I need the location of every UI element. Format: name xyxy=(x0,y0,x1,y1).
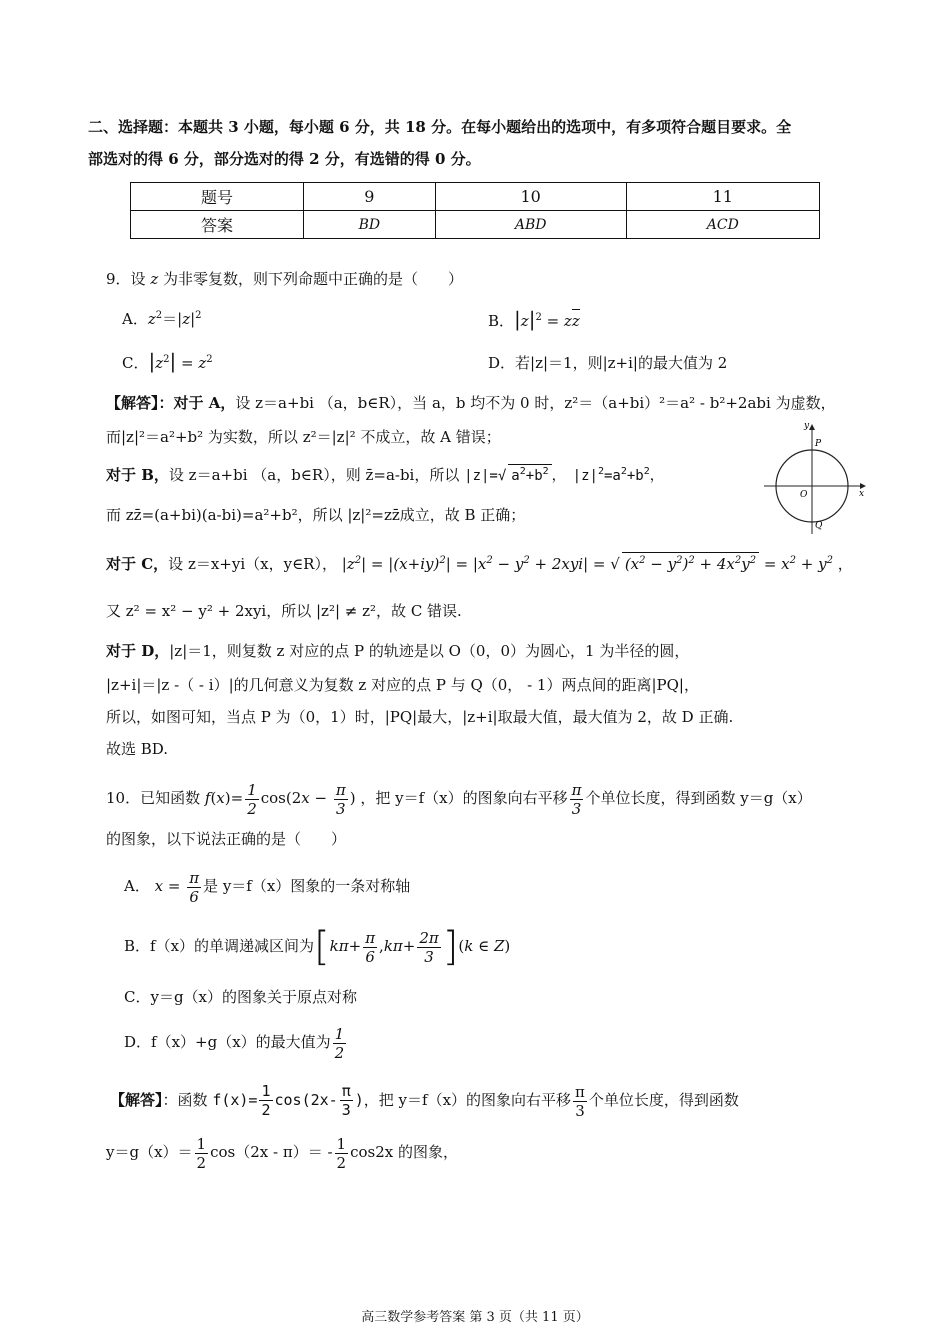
option-10b: B．f（x）的单调递减区间为[kπ+ $\frac{\pi}{6}$ ,kπ+ $\frac{2\pi}{3}$ ](k ∈ Z) xyxy=(124,924,511,970)
solution-9-d3: 所以，如图可知，当点 P 为（0，1）时，|PQ|最大，|z+i|取最大值，最大值为 2，故 D 正确. xyxy=(106,708,734,726)
option-9d: D．若|z|＝1，则|z+i|的最大值为 2 xyxy=(488,354,728,372)
solution-text: 设 z＝x+yi（x，y∈R）， xyxy=(168,555,337,573)
case-head: 对于 C， xyxy=(106,555,169,573)
table-row xyxy=(131,183,820,211)
section-heading-line1: 二、选择题：本题共 3 小题，每小题 6 分，共 18 分。在每小题给出的选项中，有多项符合题目要求。全 xyxy=(88,118,792,136)
option-text: 是 y＝f（x）图象的一条对称轴 xyxy=(203,877,411,895)
solution-text: |z|＝1，则复数 z 对应的点 P 的轨迹是以 O（0，0）为圆心，1 为半径的圆， xyxy=(169,642,690,660)
table-cell: 答案 xyxy=(131,211,304,239)
solution-9-b1: 对于 B，设 z＝a+bi （a，b∈R），则 z̄=a-bi，所以 |z|=√ $a^2+b^2$ ， $|z|^2=a^2+b^2$， xyxy=(106,464,664,487)
question-10-stem-2: 的图象，以下说法正确的是（ ） xyxy=(106,830,347,848)
solution-text: 设 z＝a+bi （a，b∈R），当 a，b 均不为 0 时，z²＝（a+bi）²＝a² - b²+2abi 为虚数， xyxy=(235,394,836,412)
solution-label: 【解答】 xyxy=(106,394,159,412)
table-cell: 10 xyxy=(435,183,626,211)
solution-9-d1 xyxy=(106,640,689,662)
option-label: A． xyxy=(122,310,148,328)
option-10d: D．f（x）+g（x）的最大值为 $\frac{1}{2}$ xyxy=(124,1024,345,1062)
table-cell: ACD xyxy=(626,211,819,239)
y-label: y xyxy=(804,421,810,431)
option-9a: A．$z^2=|z|^2$ xyxy=(122,310,202,328)
stem-text: ，把 y＝f（x）的图象向右平移 xyxy=(360,789,568,807)
solution-text: ，把 y＝f（x）的图象向右平移 xyxy=(363,1091,572,1109)
stem-text: 为非零复数，则下列命题中正确的是（ ） xyxy=(158,270,463,288)
case-head: 对于 D， xyxy=(106,642,170,660)
solution-9-b2: 而 zz̄=(a+bi)(a-bi)=a²+b²，所以 |z|²=zz̄成立，故 B 正确； xyxy=(106,506,526,524)
table-cell: BD xyxy=(304,211,436,239)
unit-circle-figure xyxy=(760,418,870,536)
option-10a: A． x = $\frac{\pi}{6}$ 是 y＝f（x）图象的一条对称轴 xyxy=(124,868,411,906)
solution-text: ：函数 xyxy=(162,1091,208,1109)
solution-text: y＝g（x）＝ xyxy=(106,1143,193,1161)
solution-label: 【解答】 xyxy=(110,1091,163,1109)
point-q-label: Q xyxy=(815,521,823,531)
case-head: 对于 B， xyxy=(106,466,169,484)
table-cell: 题号 xyxy=(131,183,304,211)
solution-text: cos（2x - π）＝ - xyxy=(210,1143,333,1161)
solution-9-a2: 而|z|²＝a²+b² 为实数，所以 z²＝|z|² 不成立，故 A 错误； xyxy=(106,428,501,446)
page-footer: 高三数学参考答案 第 3 页（共 11 页） xyxy=(361,1310,589,1325)
solution-text: 个单位长度，得到函数 xyxy=(588,1091,739,1109)
solution-9-choice: 故选 BD. xyxy=(106,740,169,758)
table-cell: 9 xyxy=(304,183,436,211)
option-text: B．f（x）的单调递减区间为 xyxy=(124,937,315,955)
question-10-stem: 10．已知函数 f(x)= $\frac{1}{2}$ cos(2x − $\frac{\pi}{3}$ ) ，把 y＝f（x）的图象向右平移 $\frac{\pi}{3}$ 个单位长度，得到函数 y＝g（x） xyxy=(106,780,812,818)
solution-9-d2: |z+i|＝|z -（ - i）|的几何意义为复数 z 对应的点 P 与 Q（0， - 1）两点间的距离|PQ|， xyxy=(106,676,699,694)
option-9c: C．$|z^2| = z^2$ xyxy=(122,349,213,373)
table-cell: ABD xyxy=(435,211,626,239)
y-axis-arrow xyxy=(809,424,815,430)
x-label: x xyxy=(859,489,865,499)
option-9b: B．$|z|^2$ = zz xyxy=(488,307,580,331)
case-head: ：对于 A， xyxy=(158,394,236,412)
option-label: C． xyxy=(122,354,149,372)
option-text: D．f（x）+g（x）的最大值为 xyxy=(124,1033,331,1051)
solution-10-line2: y＝g（x）＝ $\frac{1}{2}$ cos（2x - π）＝ - $\frac{1}{2}$ cos2x 的图象， xyxy=(106,1134,458,1172)
solution-9-a1 xyxy=(106,392,836,414)
solution-text: 设 z＝a+bi （a，b∈R），则 z̄=a-bi，所以 xyxy=(168,466,460,484)
stem-text: 9．设 xyxy=(106,270,151,288)
option-label: B． xyxy=(488,312,515,330)
stem-text: 10．已知函数 xyxy=(106,789,201,807)
stem-text: 个单位长度，得到函数 y＝g（x） xyxy=(585,789,812,807)
question-9-stem xyxy=(106,268,463,290)
solution-text: cos2x 的图象， xyxy=(350,1143,458,1161)
solution-9-c2: 又 z² = x² − y² + 2xyi，所以 |z²| ≠ z²，故 C 错误. xyxy=(106,602,462,620)
solution-9-c1: 对于 C，设 z＝x+yi（x，y∈R）， $|z^2| = |(x+iy)^2| = |x^2 - y^2 + 2xyi|$ = √ $(x^2 - y^2)^2 + 4x^2y^2 = x^2 + y^2$ ， xyxy=(106,552,853,575)
option-10c: C．y＝g（x）的图象关于原点对称 xyxy=(124,988,358,1006)
point-p-label: P xyxy=(815,439,822,449)
table-row xyxy=(131,211,820,239)
origin-label: O xyxy=(800,490,808,500)
stem-var: z xyxy=(150,270,159,288)
table-cell: 11 xyxy=(626,183,819,211)
solution-10-line1: 【解答】：函数 f(x)= $\frac{1}{2}$ cos(2x- $\frac{\pi}{3}$ )，把 y＝f（x）的图象向右平移 $\frac{\pi}{3}$ 个单位长度，得到函数 xyxy=(110,1082,739,1120)
answer-table xyxy=(130,182,820,239)
section-heading-line2: 部选对的得 6 分，部分选对的得 2 分，有选错的得 0 分。 xyxy=(88,150,481,168)
